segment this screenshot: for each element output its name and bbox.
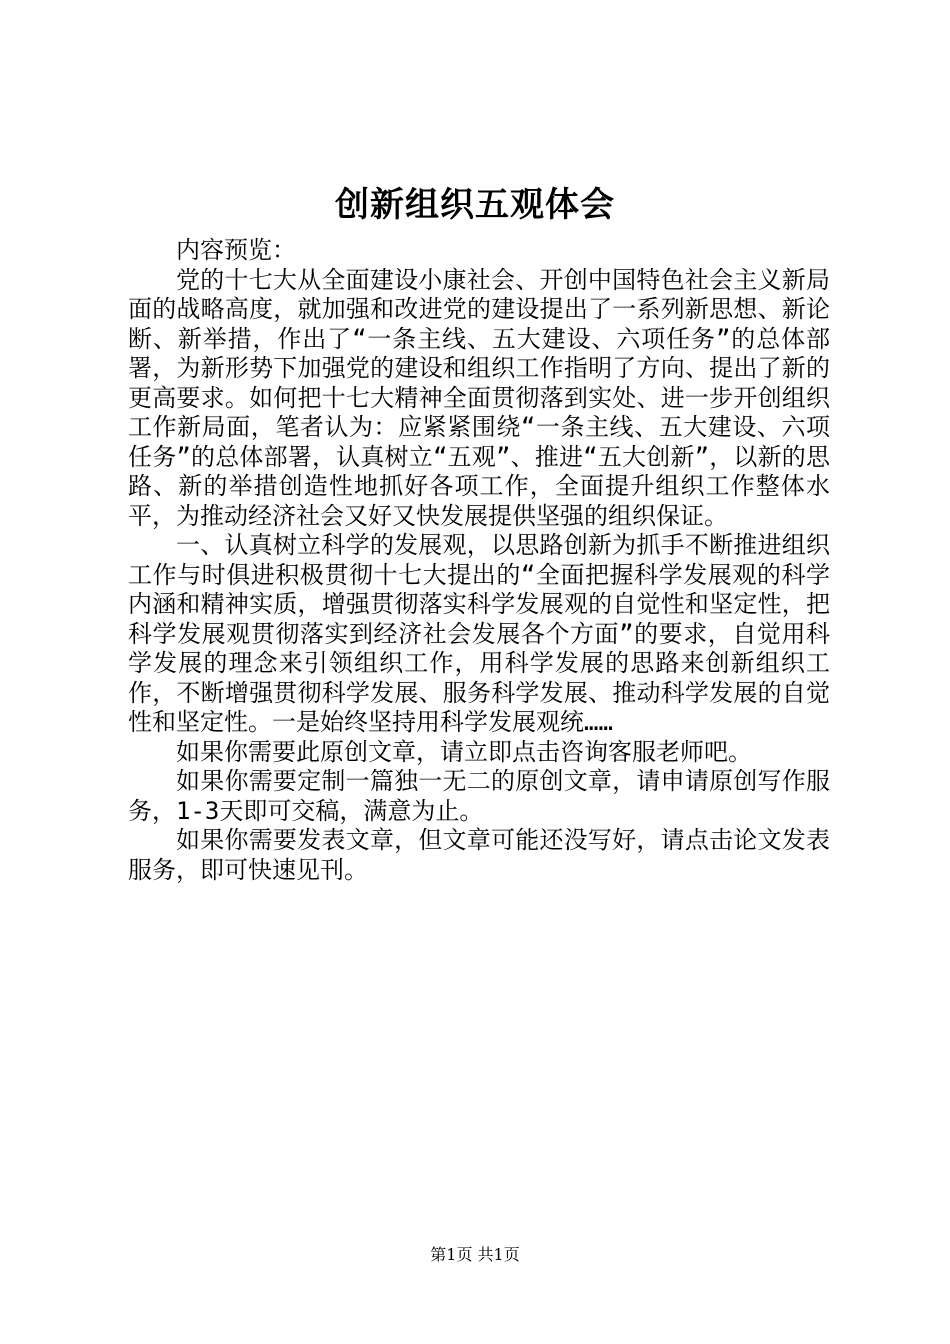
page-footer: 第1页 共1页 bbox=[430, 1245, 520, 1264]
contact-service-paragraph: 如果你需要此原创文章，请立即点击咨询客服老师吧。 bbox=[176, 737, 752, 766]
custom-writing-paragraph: 如果你需要定制一篇独一无二的原创文章，请申请原创写作服务，1-3天即可交稿，满意为止。 bbox=[128, 767, 830, 825]
body-paragraph: 一、认真树立科学的发展观，以思路创新为抓手不断推进组织工作与时俱进积极贯彻十七大提出的“全面把握科学发展观的科学内涵和精神实质，增强贯彻落实科学发展观的自觉性和坚定性，把科学发展观贯彻落实到经济社会发展各个方面”的要求，自觉用科学发展的理念来引领组织工作，用科学发展的思路来创新组织工作，不断增强贯彻科学发展、服务科学发展、推动科学发展的自觉性和坚定性。一是始终坚持用科学发展观统…… bbox=[128, 531, 830, 736]
preview-label: 内容预览： bbox=[176, 236, 296, 264]
document-title: 创新组织五观体会 bbox=[335, 185, 615, 225]
document-body bbox=[128, 236, 830, 885]
publishing-service-paragraph: 如果你需要发表文章，但文章可能还没写好，请点击论文发表服务，即可快速见刊。 bbox=[128, 826, 830, 884]
body-paragraph: 党的十七大从全面建设小康社会、开创中国特色社会主义新局面的战略高度，就加强和改进党的建设提出了一系列新思想、新论断、新举措，作出了“一条主线、五大建设、六项任务”的总体部署，为新形势下加强党的建设和组织工作指明了方向、提出了新的更高要求。如何把十七大精神全面贯彻落到实处、进一步开创组织工作新局面，笔者认为：应紧紧围绕“一条主线、五大建设、六项任务”的总体部署，认真树立“五观”、推进“五大创新”，以新的思路、新的举措创造性地抓好各项工作，全面提升组织工作整体水平，为推动经济社会又好又快发展提供坚强的组织保证。 bbox=[128, 265, 830, 530]
